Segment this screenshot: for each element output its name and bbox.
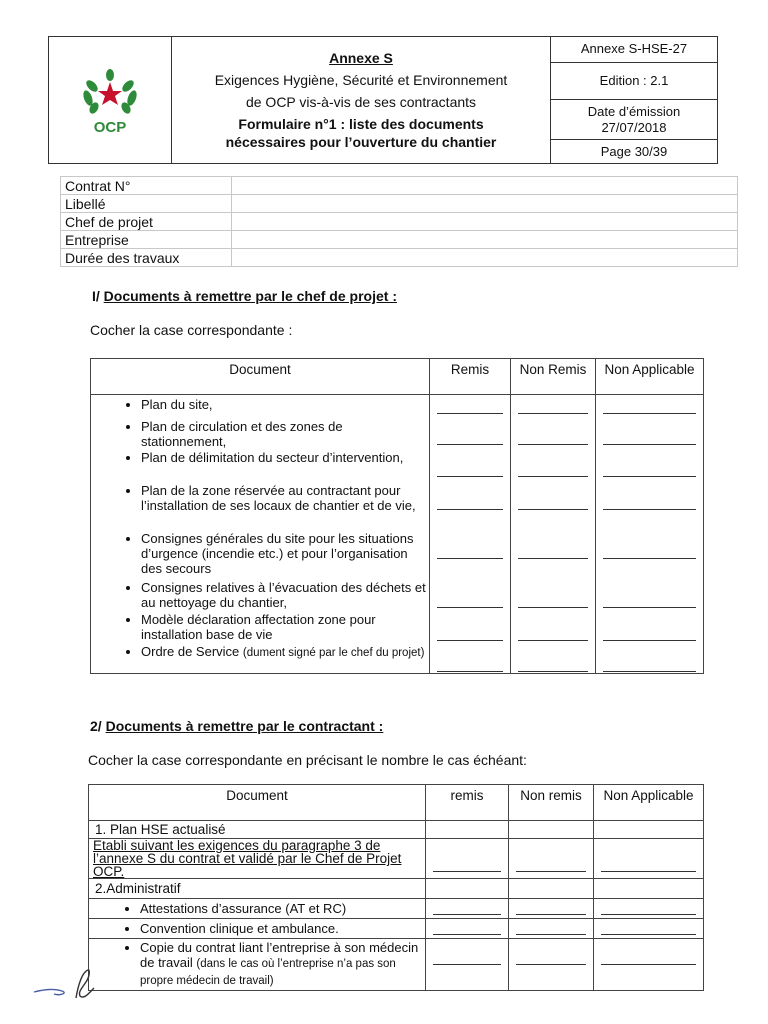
- section-1-doc-list: [91, 395, 430, 674]
- list-item: • Plan de la zone réservée au contractant pour l’installation de ses locaux de chantier et de vie,: [141, 483, 429, 531]
- category-plan-hse: 1. Plan HSE actualisé: [89, 821, 426, 839]
- remis-checkboxes[interactable]: [430, 395, 511, 674]
- col-header-document: Document: [91, 359, 430, 395]
- section-2-instruction: Cocher la case correspondante en précisant le nombre le cas échéant:: [88, 752, 527, 768]
- info-label: Libellé: [61, 195, 232, 213]
- section-1-heading: [92, 288, 397, 304]
- non-applicable-checkbox[interactable]: [594, 899, 704, 919]
- annexe-title: Annexe S: [329, 50, 393, 66]
- info-label: Contrat N°: [61, 177, 232, 195]
- info-label: Entreprise: [61, 231, 232, 249]
- list-item: • Plan de délimitation du secteur d’intervention,: [141, 450, 429, 483]
- remis-checkbox[interactable]: [426, 919, 509, 939]
- ocp-logo-icon: [70, 58, 150, 138]
- info-label: Chef de projet: [61, 213, 232, 231]
- col-header-non-remis: Non remis: [509, 785, 594, 821]
- info-value-field[interactable]: [232, 177, 738, 195]
- col-header-non-applicable: Non Applicable: [594, 785, 704, 821]
- page-number: Page 30/39: [551, 140, 718, 164]
- non-remis-checkbox[interactable]: [509, 899, 594, 919]
- info-value-field[interactable]: [232, 231, 738, 249]
- section-1-title: Documents à remettre par le chef de projet :: [103, 288, 397, 304]
- non-remis-checkbox[interactable]: [509, 919, 594, 939]
- subtitle-line-2: de OCP vis-à-vis de ses contractants: [245, 94, 477, 110]
- header-title-block: [172, 37, 551, 164]
- contract-info-table: [60, 176, 738, 267]
- non-applicable-checkbox[interactable]: [594, 939, 704, 991]
- non-applicable-checkbox[interactable]: [594, 839, 704, 879]
- info-value-field[interactable]: [232, 213, 738, 231]
- info-row: [61, 177, 738, 195]
- section-2-table: [88, 784, 704, 991]
- col-header-non-remis: Non Remis: [511, 359, 596, 395]
- info-row: [61, 231, 738, 249]
- col-header-non-applicable: Non Applicable: [596, 359, 704, 395]
- non-remis-checkbox[interactable]: [509, 839, 594, 879]
- list-item: • Ordre de Service (dument signé par le chef du projet): [141, 644, 429, 661]
- document-ref: Annexe S-HSE-27: [551, 37, 718, 63]
- remis-checkbox[interactable]: [426, 839, 509, 879]
- list-item: • Plan de circulation et des zones de stationnement,: [141, 419, 429, 450]
- info-value-field[interactable]: [232, 249, 738, 267]
- info-label: Durée des travaux: [61, 249, 232, 267]
- svg-text:OCP: OCP: [93, 118, 127, 136]
- section-2-heading: [90, 718, 383, 734]
- remis-checkbox[interactable]: [426, 899, 509, 919]
- section-1-number: I/: [92, 288, 104, 304]
- non-remis-checkboxes[interactable]: [511, 395, 596, 674]
- non-remis-checkbox[interactable]: [509, 939, 594, 991]
- remis-checkbox[interactable]: [426, 939, 509, 991]
- col-header-remis: Remis: [430, 359, 511, 395]
- subtitle-line-1: Exigences Hygiène, Sécurité et Environnement: [214, 72, 508, 88]
- form-title-line-2: nécessaires pour l’ouverture du chantier: [225, 134, 497, 150]
- non-applicable-checkboxes[interactable]: [596, 395, 704, 674]
- edition: Edition : 2.1: [551, 62, 718, 100]
- date-value: 27/07/2018: [601, 119, 667, 135]
- category-administratif: 2.Administratif: [89, 879, 426, 899]
- list-item: • Plan du site,: [141, 397, 429, 419]
- plan-hse-note: Etabli suivant les exigences du paragraphe 3 de l’annexe S du contrat et validé par le Chef de Projet OCP.: [89, 839, 426, 879]
- list-item: • Consignes générales du site pour les situations d’urgence (incendie etc.) et pour l’organisation des secours: [141, 531, 429, 580]
- info-row: [61, 249, 738, 267]
- form-title-line-1: Formulaire n°1 : liste des documents: [238, 116, 484, 132]
- info-value-field[interactable]: [232, 195, 738, 213]
- info-row: [61, 213, 738, 231]
- list-item: • Convention clinique et ambulance.: [89, 919, 426, 939]
- section-2-number: 2/: [90, 718, 106, 734]
- col-header-remis: remis: [426, 785, 509, 821]
- info-row: [61, 195, 738, 213]
- list-item: • Consignes relatives à l’évacuation des déchets et au nettoyage du chantier,: [141, 580, 429, 612]
- date-label: Date d’émission: [587, 103, 681, 119]
- ocp-logo: [49, 37, 172, 164]
- col-header-document: Document: [89, 785, 426, 821]
- section-1-table: [90, 358, 704, 674]
- list-item: • Modèle déclaration affectation zone pour installation base de vie: [141, 612, 429, 644]
- list-item: • Attestations d’assurance (AT et RC): [89, 899, 426, 919]
- document-header: [48, 36, 718, 164]
- section-1-instruction: Cocher la case correspondante :: [90, 322, 293, 338]
- section-2-title: Documents à remettre par le contractant :: [105, 718, 384, 734]
- list-item: • Copie du contrat liant l’entreprise à son médecin de travail (dans le cas où l’entreprise n’a pas son propre médecin de travail): [89, 939, 426, 991]
- emission-date: [551, 100, 718, 140]
- non-applicable-checkbox[interactable]: [594, 919, 704, 939]
- signature-mark: [32, 962, 112, 1002]
